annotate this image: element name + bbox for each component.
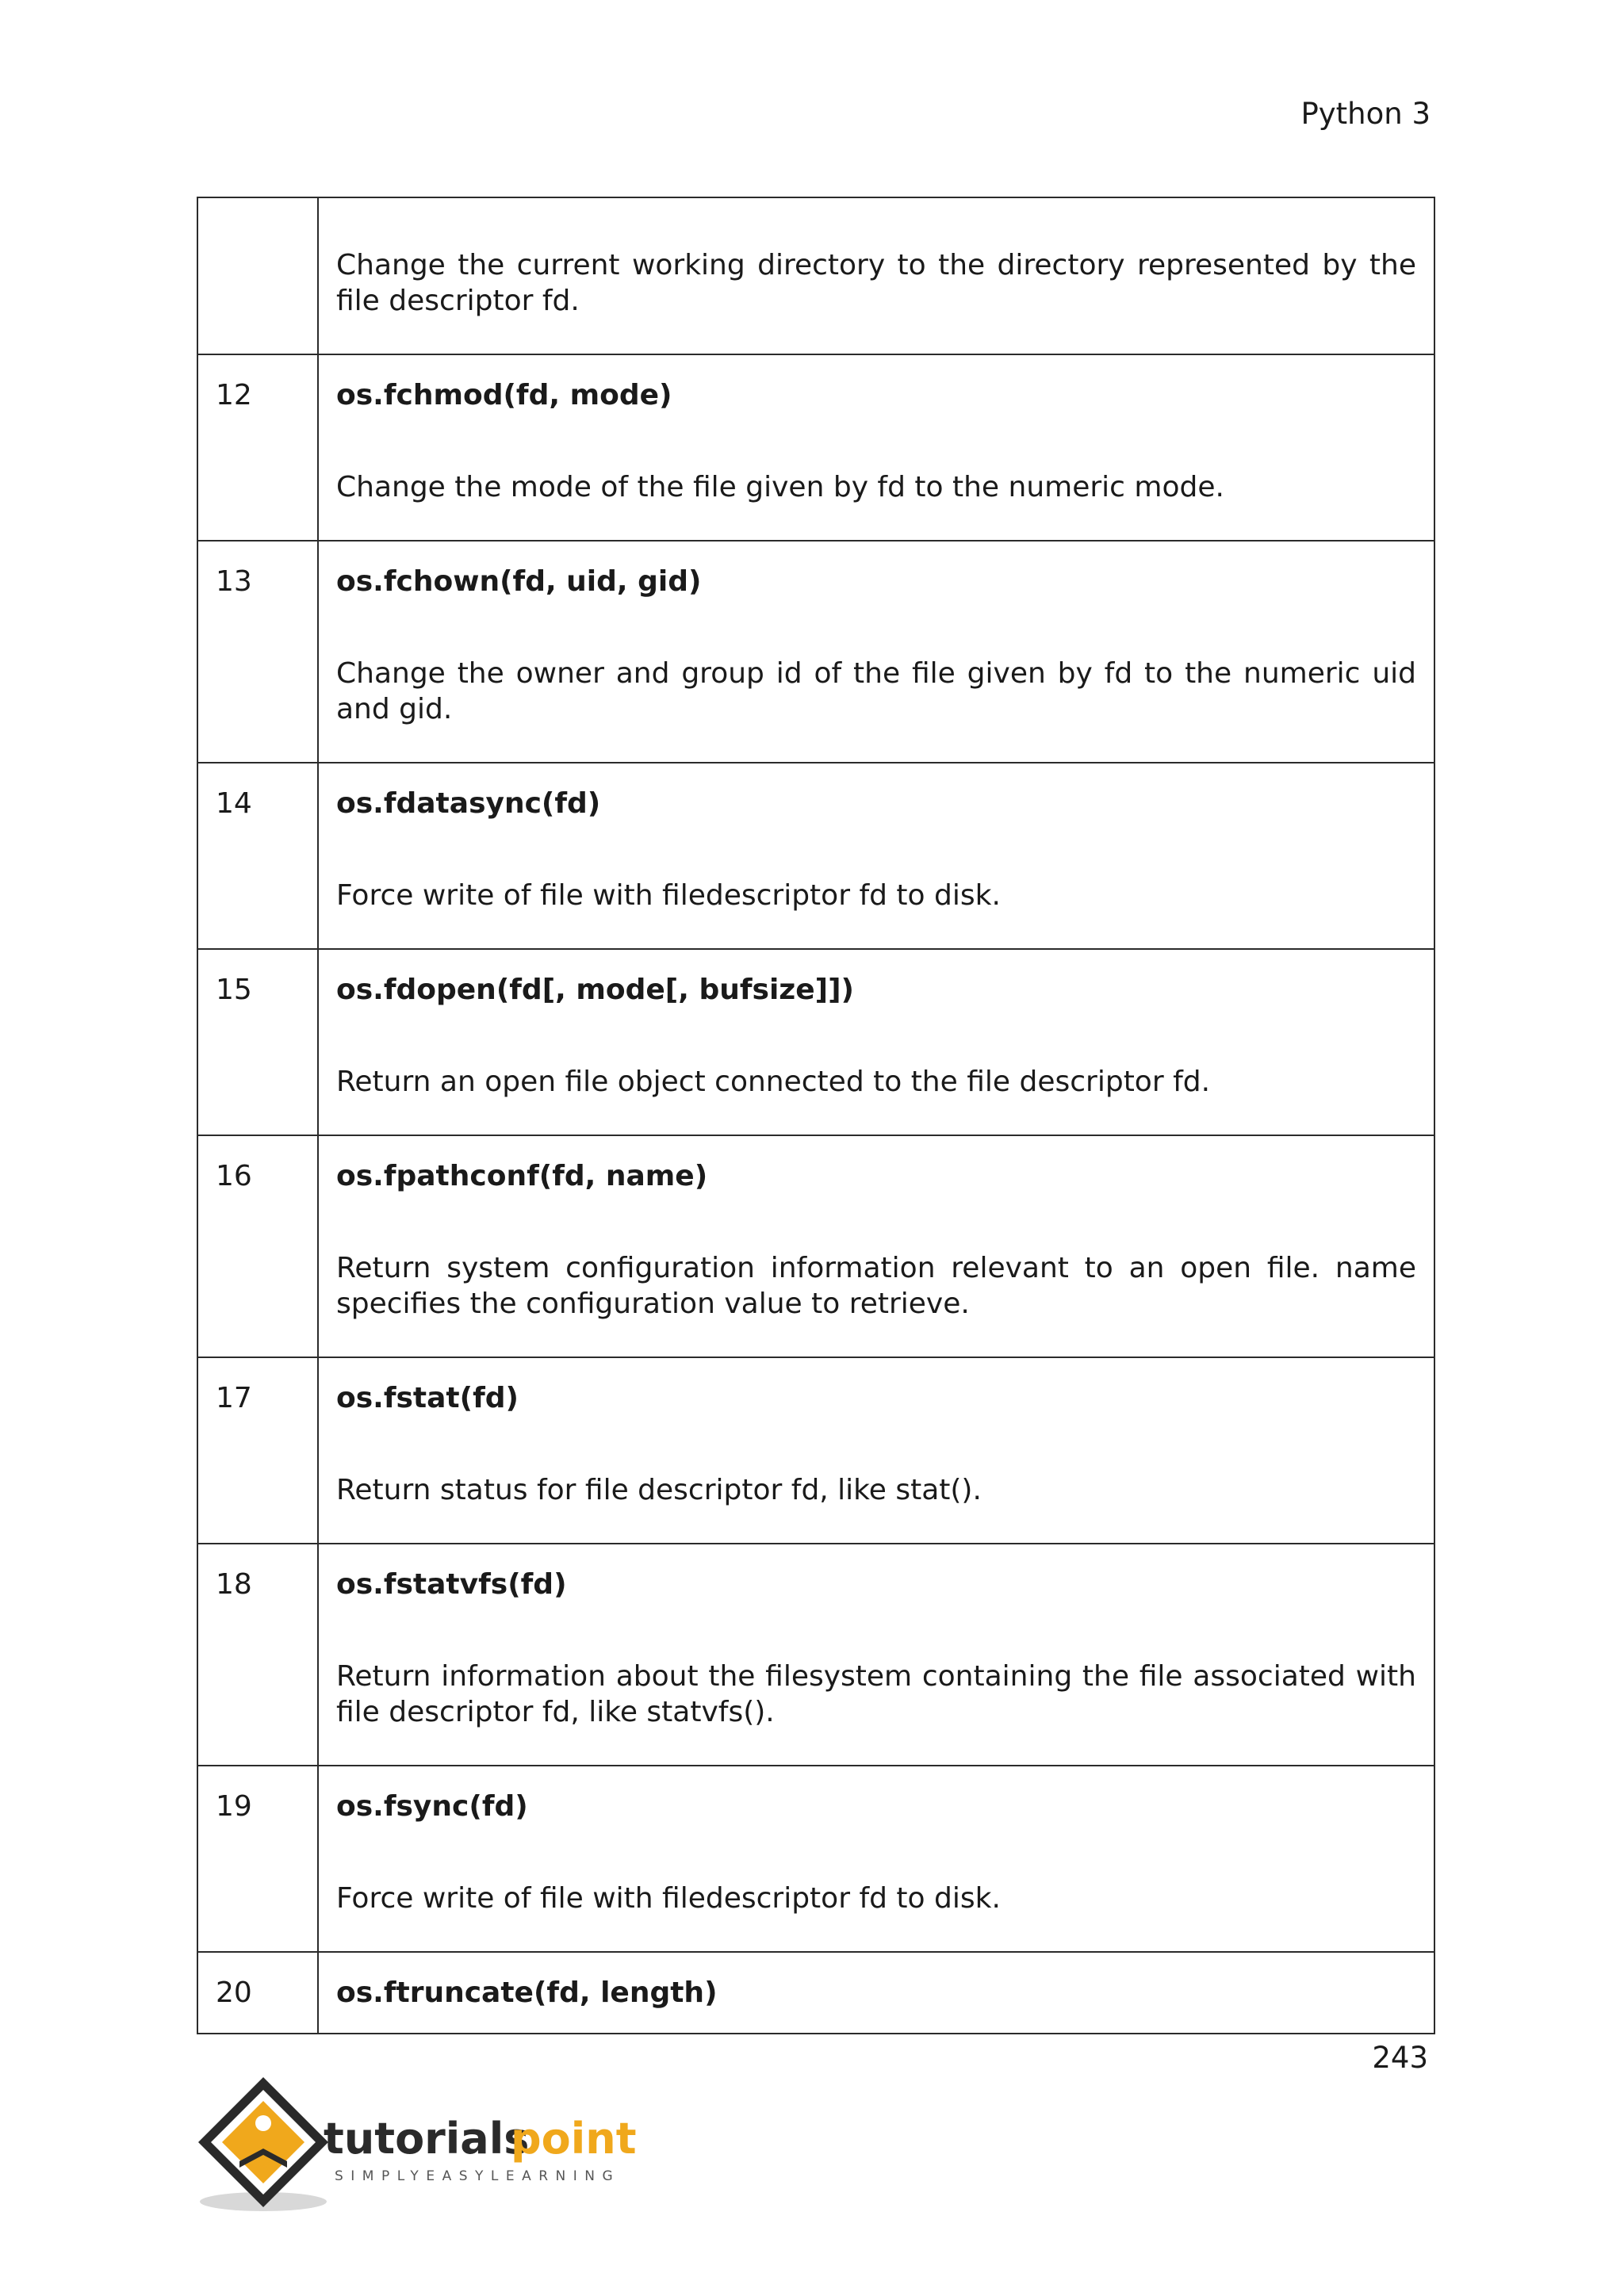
row-number: 18 (197, 1544, 318, 1766)
function-description: Return an open file object connected to the file descriptor fd. (336, 1066, 1211, 1098)
row-number: 15 (197, 949, 318, 1135)
function-name: os.ftruncate(fd, length) (336, 1976, 718, 2009)
row-number: 13 (197, 541, 318, 763)
function-name: os.fstatvfs(fd) (336, 1568, 567, 1601)
row-content (318, 1357, 1434, 1544)
row-content (318, 949, 1434, 1135)
tutorialspoint-logo (193, 2072, 653, 2215)
row-content (318, 1135, 1434, 1357)
table-row (197, 763, 1434, 949)
table-row (197, 1357, 1434, 1544)
function-name: os.fchmod(fd, mode) (336, 379, 672, 411)
function-name: os.fchown(fd, uid, gid) (336, 565, 702, 598)
row-number (197, 197, 318, 354)
function-name: os.fdatasync(fd) (336, 787, 601, 820)
row-number: 20 (197, 1952, 318, 2034)
function-name: os.fpathconf(fd, name) (336, 1160, 708, 1192)
function-description: Return status for file descriptor fd, like stat(). (336, 1474, 982, 1506)
row-number: 17 (197, 1357, 318, 1544)
logo-wordmark-tutorials: tutorials (324, 2114, 530, 2164)
logo-tagline: SIMPLYEASYLEARNING (335, 2168, 621, 2184)
page-header-title: Python 3 (1300, 97, 1431, 131)
row-content (318, 1766, 1434, 1952)
table-row (197, 1952, 1434, 2034)
table-row (197, 1766, 1434, 1952)
table-row (197, 354, 1434, 541)
table-row (197, 197, 1434, 354)
row-content (318, 197, 1434, 354)
row-content (318, 1544, 1434, 1766)
function-description: Return information about the filesystem containing the file associated with file descriptor fd, like statvfs(). (336, 1660, 1416, 1728)
table-row (197, 1135, 1434, 1357)
function-description: Change the owner and group id of the file given by fd to the numeric uid and gid. (336, 657, 1416, 725)
function-description: Return system configuration information relevant to an open file. name specifies the configuration value to retrieve. (336, 1252, 1416, 1320)
row-number: 16 (197, 1135, 318, 1357)
table-row (197, 949, 1434, 1135)
row-content (318, 763, 1434, 949)
row-content (318, 354, 1434, 541)
function-table (197, 197, 1435, 2034)
function-description: Force write of file with filedescriptor fd to disk. (336, 879, 1001, 912)
function-name: os.fsync(fd) (336, 1790, 528, 1823)
function-name: os.fstat(fd) (336, 1382, 519, 1414)
row-content (318, 541, 1434, 763)
function-name: os.fdopen(fd[, mode[, bufsize]]) (336, 974, 855, 1006)
row-number: 19 (197, 1766, 318, 1952)
function-description: Change the mode of the file given by fd to the numeric mode. (336, 471, 1224, 503)
page-number: 243 (1372, 2041, 1428, 2075)
function-description: Force write of file with filedescriptor fd to disk. (336, 1882, 1001, 1915)
row-content (318, 1952, 1434, 2034)
logo-figure-head (255, 2115, 271, 2131)
function-description: Change the current working directory to the directory represented by the file descriptor fd. (336, 249, 1416, 317)
row-number: 14 (197, 763, 318, 949)
table-row (197, 541, 1434, 763)
table-row (197, 1544, 1434, 1766)
row-number: 12 (197, 354, 318, 541)
logo-wordmark-point: point (511, 2114, 637, 2164)
